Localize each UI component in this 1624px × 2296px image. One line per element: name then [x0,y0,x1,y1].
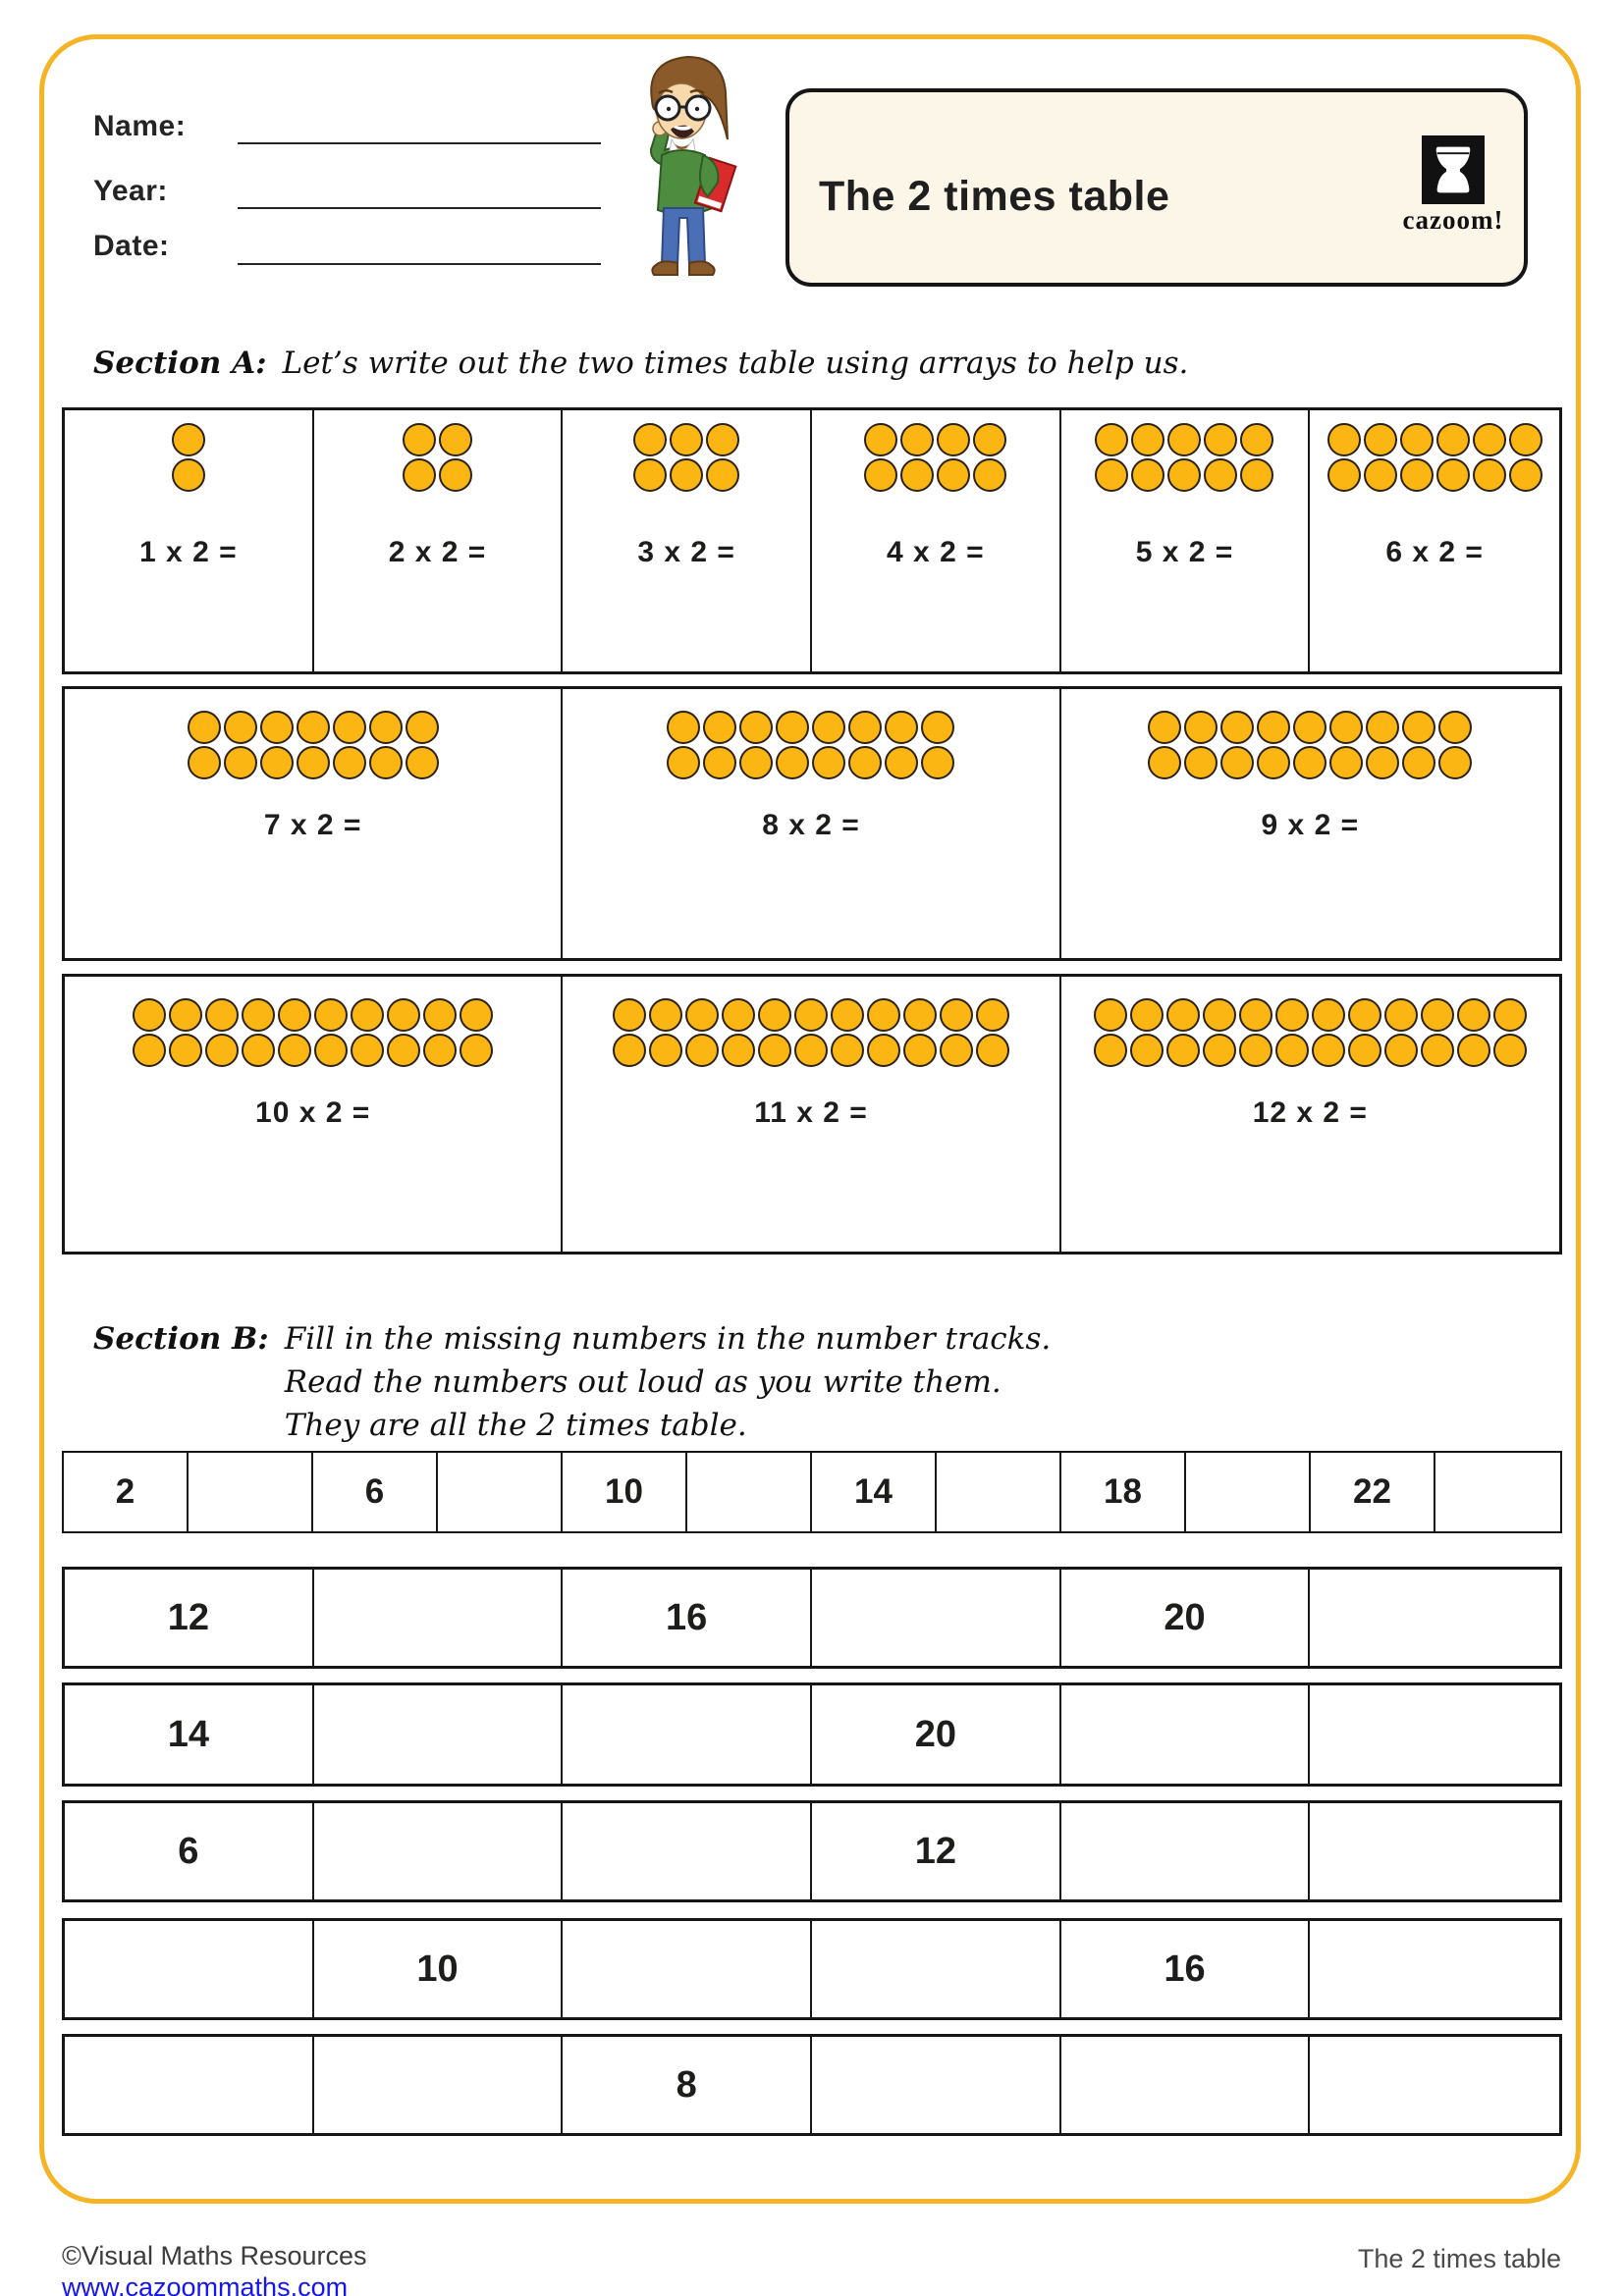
track-cell-empty[interactable] [1310,1803,1559,1899]
counter-dot [1509,423,1543,456]
counter-dot [1329,746,1363,779]
counter-dot [613,1034,646,1067]
section-b-instructions [285,1317,1051,1447]
counter-dot [1095,458,1128,492]
section-a-instruction: Let’s write out the two times table using arrays to help us. [282,346,1189,381]
array-label: 7 x 2 = [263,809,362,841]
array-label: 8 x 2 = [762,809,860,841]
name-label: Name: [93,110,187,142]
array-table-row-3 [62,974,1562,1255]
counter-dot [1329,711,1363,744]
section-b-heading [93,1317,1051,1447]
array-cell-4x2[interactable] [812,410,1061,671]
track-cell-empty[interactable] [1061,2037,1311,2133]
track-cell-filled: 10 [563,1453,687,1531]
counter-dot [439,458,472,492]
counter-dot [976,1034,1009,1067]
counter-dot [848,711,882,744]
counter-dot [314,998,348,1032]
track-cell-empty[interactable] [812,1570,1061,1666]
counter-dot [1166,1034,1200,1067]
track-cell-empty[interactable] [65,1921,314,2017]
array-cell-2x2[interactable] [314,410,564,671]
counter-dot [667,746,700,779]
cazoom-logo [1398,135,1508,236]
year-write-line[interactable] [238,207,601,209]
array-cell-1x2[interactable] [65,410,314,671]
counter-dot [423,1034,457,1067]
counter-dot [831,1034,864,1067]
counter-dot [406,711,439,744]
counter-dot [172,423,205,456]
counter-dot [1400,423,1434,456]
counter-dot [1239,1034,1272,1067]
counter-dot [1204,423,1237,456]
counter-dot [903,998,937,1032]
track-cell-filled: 14 [812,1453,937,1531]
number-track-4 [62,1800,1562,1902]
counter-dot [1095,423,1128,456]
date-label: Date: [93,230,170,262]
counter-dot [1366,746,1399,779]
counter-dot [369,746,403,779]
dot-array [613,998,1009,1067]
counter-dot [1204,458,1237,492]
counter-dot [812,711,845,744]
track-cell-empty[interactable] [812,1921,1061,2017]
track-cell-empty[interactable] [1061,1803,1311,1899]
array-cell-6x2[interactable] [1310,410,1559,671]
counter-dot [205,1034,239,1067]
counter-dot [1240,423,1273,456]
counter-dot [973,423,1006,456]
counter-dot [976,998,1009,1032]
website-link[interactable]: www.cazoommaths.com [62,2272,349,2296]
counter-dot [973,458,1006,492]
array-label: 1 x 2 = [139,536,238,568]
counter-dot [133,1034,166,1067]
counter-dot [812,746,845,779]
track-cell-empty[interactable] [314,1685,564,1784]
counter-dot [169,998,202,1032]
counter-dot [351,998,384,1032]
counter-dot [667,711,700,744]
counter-dot [1438,711,1472,744]
counter-dot [188,746,221,779]
dot-array [1095,423,1273,492]
number-track-3 [62,1682,1562,1787]
counter-dot [1220,711,1254,744]
counter-dot [369,711,403,744]
track-cell-filled: 22 [1311,1453,1435,1531]
counter-dot [1402,711,1435,744]
counter-dot [439,423,472,456]
counter-dot [188,711,221,744]
counter-dot [867,998,900,1032]
counter-dot [1239,998,1272,1032]
counter-dot [169,1034,202,1067]
dot-array [667,711,954,779]
array-label: 9 x 2 = [1261,809,1360,841]
teacher-illustration [617,49,754,291]
dot-array [633,423,739,492]
array-table-row-1 [62,407,1562,674]
dot-array [1148,711,1472,779]
track-cell-filled: 18 [1061,1453,1186,1531]
array-cell-11x2[interactable] [563,977,1060,1252]
counter-dot [670,458,703,492]
track-cell-empty[interactable] [1310,1921,1559,2017]
track-cell-empty[interactable] [438,1453,563,1531]
array-cell-3x2[interactable] [563,410,812,671]
counter-dot [937,458,970,492]
counter-dot [703,746,736,779]
counter-dot [260,711,294,744]
section-b-instruction-line: Read the numbers out loud as you write them. [284,1364,1001,1400]
track-cell-filled: 8 [563,2037,812,2133]
section-b-label: Section B: [93,1321,269,1357]
track-cell-empty[interactable] [1061,1685,1311,1784]
counter-dot [1130,1034,1164,1067]
track-cell-empty[interactable] [937,1453,1061,1531]
array-label: 10 x 2 = [255,1096,371,1129]
counter-dot [1184,746,1218,779]
counter-dot [722,1034,755,1067]
counter-dot [722,998,755,1032]
counter-dot [333,746,366,779]
counter-dot [1312,1034,1345,1067]
counter-dot [1327,423,1361,456]
counter-dot [351,1034,384,1067]
counter-dot [649,1034,682,1067]
counter-dot [1131,458,1164,492]
counter-dot [403,423,436,456]
counter-dot [885,711,918,744]
counter-dot [1220,746,1254,779]
counter-dot [1312,998,1345,1032]
track-cell-empty[interactable] [1310,1685,1559,1784]
track-cell-empty[interactable] [1435,1453,1560,1531]
counter-dot [864,423,897,456]
counter-dot [1364,423,1397,456]
number-track-5 [62,1918,1562,2020]
counter-dot [1293,746,1326,779]
counter-dot [1438,746,1472,779]
counter-dot [297,711,330,744]
track-cell-empty[interactable] [1310,2037,1559,2133]
counter-dot [937,423,970,456]
track-cell-filled: 20 [1061,1570,1311,1666]
array-cell-5x2[interactable] [1061,410,1311,671]
dot-array [403,423,472,492]
counter-dot [1203,1034,1236,1067]
counter-dot [1327,458,1361,492]
counter-dot [1421,1034,1454,1067]
counter-dot [1184,711,1218,744]
counter-dot [1436,423,1470,456]
counter-dot [387,998,420,1032]
counter-dot [1509,458,1543,492]
counter-dot [242,1034,275,1067]
counter-dot [739,746,773,779]
track-cell-empty[interactable] [1310,1570,1559,1666]
counter-dot [1257,711,1290,744]
array-label: 11 x 2 = [754,1096,868,1129]
counter-dot [758,998,791,1032]
counter-dot [706,423,739,456]
track-cell-empty[interactable] [314,2037,564,2133]
counter-dot [1094,1034,1127,1067]
counter-dot [900,458,934,492]
counter-dot [706,458,739,492]
section-a-label: Section A: [93,346,267,381]
counter-dot [758,1034,791,1067]
counter-dot [460,998,493,1032]
section-a-heading [93,342,1188,385]
array-cell-7x2[interactable] [65,689,563,958]
counter-dot [864,458,897,492]
year-label: Year: [93,175,168,207]
dot-array [133,998,493,1067]
counter-dot [1457,998,1490,1032]
track-cell-filled: 16 [563,1570,812,1666]
counter-dot [224,711,257,744]
track-cell-empty[interactable] [314,1570,564,1666]
array-label: 2 x 2 = [388,536,487,568]
section-b-instruction-line: Fill in the missing numbers in the number tracks. [284,1321,1052,1357]
counter-dot [685,1034,719,1067]
counter-dot [1130,998,1164,1032]
counter-dot [403,458,436,492]
counter-dot [314,1034,348,1067]
counter-dot [1094,998,1127,1032]
counter-dot [1493,1034,1527,1067]
counter-dot [1473,423,1506,456]
counter-dot [1402,746,1435,779]
counter-dot [1384,998,1418,1032]
track-cell-filled: 14 [65,1685,314,1784]
counter-dot [1366,711,1399,744]
counter-dot [423,998,457,1032]
counter-dot [1167,458,1201,492]
counter-dot [685,998,719,1032]
counter-dot [242,998,275,1032]
counter-dot [633,458,667,492]
counter-dot [1293,711,1326,744]
counter-dot [867,1034,900,1067]
counter-dot [172,458,205,492]
number-track-1 [62,1451,1562,1533]
counter-dot [1275,998,1309,1032]
counter-dot [387,1034,420,1067]
counter-dot [224,746,257,779]
counter-dot [885,746,918,779]
counter-dot [776,711,809,744]
track-cell-filled: 6 [65,1803,314,1899]
counter-dot [1348,998,1381,1032]
track-cell-empty[interactable] [812,2037,1061,2133]
counter-dot [1400,458,1434,492]
counter-dot [205,998,239,1032]
counter-dot [848,746,882,779]
track-cell-empty[interactable] [314,1803,564,1899]
counter-dot [703,711,736,744]
track-cell-empty[interactable] [563,1921,812,2017]
counter-dot [1493,998,1527,1032]
counter-dot [278,998,311,1032]
counter-dot [297,746,330,779]
number-track-2 [62,1567,1562,1669]
track-cell-empty[interactable] [65,2037,314,2133]
counter-dot [333,711,366,744]
counter-dot [794,998,828,1032]
counter-dot [1275,1034,1309,1067]
counter-dot [133,998,166,1032]
array-table-row-2 [62,686,1562,961]
copyright-text: ©Visual Maths Resources [62,2241,367,2270]
counter-dot [1131,423,1164,456]
array-label: 6 x 2 = [1385,536,1484,568]
counter-dot [613,998,646,1032]
counter-dot [406,746,439,779]
dot-array [188,711,439,779]
dot-array [172,423,205,492]
counter-dot [633,423,667,456]
track-cell-filled: 2 [64,1453,189,1531]
counter-dot [921,746,954,779]
track-cell-empty[interactable] [687,1453,812,1531]
track-cell-empty[interactable] [1186,1453,1311,1531]
page-title: The 2 times table [819,173,1170,220]
counter-dot [1421,998,1454,1032]
counter-dot [1473,458,1506,492]
track-cell-empty[interactable] [563,1803,812,1899]
track-cell-empty[interactable] [189,1453,313,1531]
array-label: 4 x 2 = [887,536,985,568]
track-cell-filled: 20 [812,1685,1061,1784]
counter-dot [739,711,773,744]
dot-array [1327,423,1543,492]
counter-dot [278,1034,311,1067]
counter-dot [1364,458,1397,492]
counter-dot [1384,1034,1418,1067]
section-b-instruction-line: They are all the 2 times table. [284,1408,747,1443]
counter-dot [794,1034,828,1067]
counter-dot [1257,746,1290,779]
counter-dot [1240,458,1273,492]
counter-dot [1148,746,1181,779]
cazoom-drum-icon [1422,135,1485,204]
date-write-line[interactable] [238,263,601,265]
track-cell-filled: 10 [314,1921,564,2017]
counter-dot [1348,1034,1381,1067]
array-label: 5 x 2 = [1135,536,1234,568]
track-cell-filled: 12 [65,1570,314,1666]
array-cell-8x2[interactable] [563,689,1060,958]
counter-dot [921,711,954,744]
track-cell-empty[interactable] [563,1685,812,1784]
counter-dot [1167,423,1201,456]
footer-page-title: The 2 times table [1357,2244,1561,2273]
name-write-line[interactable] [238,142,601,144]
counter-dot [903,1034,937,1067]
number-track-6 [62,2034,1562,2136]
counter-dot [460,1034,493,1067]
array-label: 3 x 2 = [637,536,735,568]
track-cell-filled: 12 [812,1803,1061,1899]
dot-array [864,423,1006,492]
counter-dot [649,998,682,1032]
dot-array [1094,998,1527,1067]
track-cell-filled: 6 [313,1453,438,1531]
array-cell-10x2[interactable] [65,977,563,1252]
counter-dot [776,746,809,779]
counter-dot [940,1034,973,1067]
counter-dot [1166,998,1200,1032]
counter-dot [1457,1034,1490,1067]
counter-dot [260,746,294,779]
counter-dot [900,423,934,456]
title-box [785,88,1528,287]
track-cell-filled: 16 [1061,1921,1311,2017]
array-cell-12x2[interactable] [1061,977,1559,1252]
counter-dot [1436,458,1470,492]
counter-dot [1203,998,1236,1032]
array-label: 12 x 2 = [1252,1096,1368,1129]
counter-dot [831,998,864,1032]
counter-dot [670,423,703,456]
cazoom-logo-text: cazoom! [1402,205,1504,235]
array-cell-9x2[interactable] [1061,689,1559,958]
counter-dot [940,998,973,1032]
counter-dot [1148,711,1181,744]
